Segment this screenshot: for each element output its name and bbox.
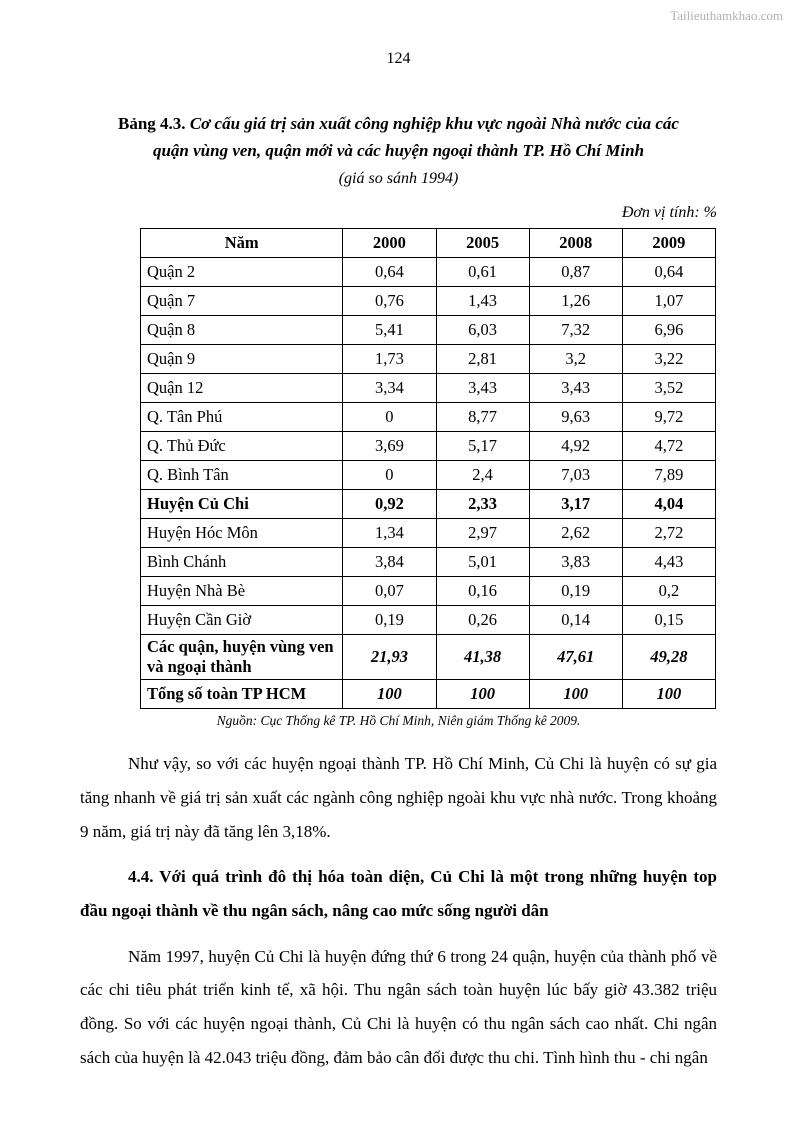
row-value: 1,43 [436,287,529,316]
row-value: 3,43 [436,374,529,403]
row-value: 9,63 [529,403,622,432]
table-row [141,461,716,490]
row-value: 2,72 [622,519,715,548]
row-value: 100 [529,680,622,709]
row-value: 0,2 [622,577,715,606]
row-value: 0 [343,403,436,432]
row-value: 3,34 [343,374,436,403]
row-value: 2,81 [436,345,529,374]
row-value: 3,83 [529,548,622,577]
table-row [141,287,716,316]
row-value: 6,03 [436,316,529,345]
table-row [141,635,716,680]
row-value: 0,92 [343,490,436,519]
row-value: 100 [622,680,715,709]
paragraph-analysis: Như vậy, so với các huyện ngoại thành TP. Hồ Chí Minh, Củ Chi là huyện có sự gia tăng nhanh về giá trị sản xuất các ngành công nghiệp ngoài khu vực nhà nước. Trong khoảng 9 năm, giá trị này đã tăng lên 3,18%. [80,754,717,841]
table-row [141,680,716,709]
row-label: Q. Tân Phú [141,403,343,432]
row-label: Huyện Nhà Bè [141,577,343,606]
table-row [141,432,716,461]
row-value: 7,03 [529,461,622,490]
row-value: 5,41 [343,316,436,345]
row-value: 0 [343,461,436,490]
row-value: 21,93 [343,635,436,680]
row-label: Bình Chánh [141,548,343,577]
row-value: 0,19 [529,577,622,606]
row-value: 8,77 [436,403,529,432]
row-value: 7,32 [529,316,622,345]
table-row [141,258,716,287]
watermark: Tailieuthamkhao.com [670,8,783,23]
row-value: 1,34 [343,519,436,548]
header-cell-2008: 2008 [529,229,622,258]
row-value: 4,92 [529,432,622,461]
row-value: 2,97 [436,519,529,548]
table-row [141,519,716,548]
row-value: 0,64 [343,258,436,287]
row-label: Quận 8 [141,316,343,345]
row-value: 3,17 [529,490,622,519]
row-value: 0,19 [343,606,436,635]
row-label: Huyện Củ Chi [141,490,343,519]
table-body [141,258,716,709]
row-label: Tổng số toàn TP HCM [141,680,343,709]
row-label: Huyện Cần Giờ [141,606,343,635]
row-value: 3,43 [529,374,622,403]
row-value: 100 [436,680,529,709]
data-table [140,228,716,709]
unit-label: Đơn vị tính: % [621,204,717,222]
row-value: 0,61 [436,258,529,287]
row-value: 3,52 [622,374,715,403]
row-value: 0,76 [343,287,436,316]
table-row [141,548,716,577]
row-value: 7,89 [622,461,715,490]
row-value: 0,15 [622,606,715,635]
row-label: Quận 7 [141,287,343,316]
section-heading-4-4: 4.4. Với quá trình đô thị hóa toàn diện, Củ Chi là một trong những huyện top đầu ngoại thành về thu ngân sách, nâng cao mức sống người dân [80,867,717,920]
header-cell-2009: 2009 [622,229,715,258]
table-row [141,316,716,345]
row-label: Huyện Hóc Môn [141,519,343,548]
row-label: Quận 2 [141,258,343,287]
row-value: 4,04 [622,490,715,519]
header-cell-2000: 2000 [343,229,436,258]
row-value: 2,4 [436,461,529,490]
row-value: 3,2 [529,345,622,374]
table-caption-title: Cơ cấu giá trị sản xuất công nghiệp khu vực ngoài Nhà nước của các quận vùng ven, quận mới và các huyện ngoại thành TP. Hồ Chí Minh [152,114,679,161]
row-value: 0,16 [436,577,529,606]
table-row [141,374,716,403]
header-cell-nam: Năm [141,229,343,258]
row-value: 3,22 [622,345,715,374]
row-value: 4,72 [622,432,715,461]
row-value: 1,73 [343,345,436,374]
row-value: 2,33 [436,490,529,519]
row-value: 5,01 [436,548,529,577]
paragraph-budget: Năm 1997, huyện Củ Chi là huyện đứng thứ 6 trong 24 quận, huyện của thành phố về các chi tiêu phát triển kinh tế, xã hội. Thu ngân sách toàn huyện lúc bấy giờ 43.382 triệu đồng. So với các huyện ngoại thành, Củ Chi là huyện có thu ngân sách cao nhất. Chi ngân sách của huyện là 42.043 triệu đồng, đảm bảo cân đối được thu chi. Tình hình thu - chi ngân [80,946,717,1067]
row-value: 4,43 [622,548,715,577]
row-value: 1,07 [622,287,715,316]
table-row [141,403,716,432]
row-value: 1,26 [529,287,622,316]
table-caption-subtitle: (giá so sánh 1994) [338,170,459,188]
row-value: 49,28 [622,635,715,680]
row-label: Các quận, huyện vùng ven và ngoại thành [141,635,343,680]
row-value: 5,17 [436,432,529,461]
row-value: 0,26 [436,606,529,635]
row-value: 6,96 [622,316,715,345]
table-header-row [141,229,716,258]
header-cell-2005: 2005 [436,229,529,258]
table-caption-label: Bảng 4.3. [118,114,186,133]
table-caption [80,110,717,164]
table-source: Nguồn: Cục Thống kê TP. Hồ Chí Minh, Niên giám Thống kê 2009. [216,713,581,729]
row-value: 0,14 [529,606,622,635]
row-value: 0,87 [529,258,622,287]
row-value: 9,72 [622,403,715,432]
row-value: 3,69 [343,432,436,461]
row-value: 0,07 [343,577,436,606]
row-value: 0,64 [622,258,715,287]
row-label: Q. Bình Tân [141,461,343,490]
table-row [141,345,716,374]
row-value: 100 [343,680,436,709]
row-value: 47,61 [529,635,622,680]
row-label: Q. Thủ Đức [141,432,343,461]
row-value: 41,38 [436,635,529,680]
row-label: Quận 12 [141,374,343,403]
table-row [141,577,716,606]
row-label: Quận 9 [141,345,343,374]
page-number: 124 [386,50,411,67]
row-value: 2,62 [529,519,622,548]
row-value: 3,84 [343,548,436,577]
table-row [141,490,716,519]
table-row [141,606,716,635]
